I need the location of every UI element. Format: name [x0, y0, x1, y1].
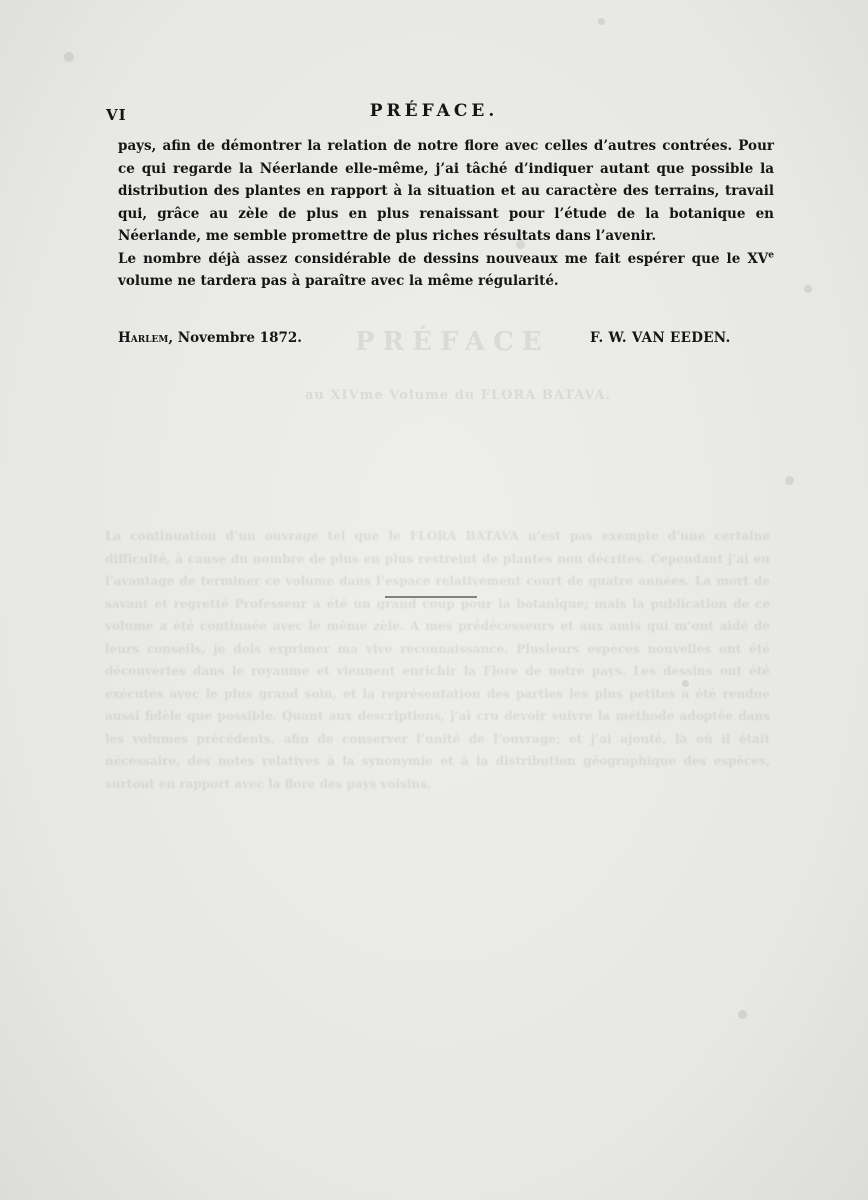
paper-spot: [804, 285, 812, 293]
bleed-through-rule: [385, 596, 477, 598]
paper-spot: [738, 1010, 747, 1019]
signature-author: F. W. VAN EEDEN.: [590, 330, 731, 346]
superscript: e: [768, 250, 774, 260]
signature-place-date: [118, 330, 302, 346]
paper-spot: [785, 476, 794, 485]
body-text: [118, 135, 774, 293]
running-title: PRÉFACE.: [369, 101, 499, 121]
signature-date: , Novembre 1872.: [168, 330, 302, 346]
bleed-through-title: PRÉFACE: [355, 327, 550, 357]
page-number: VI: [106, 106, 127, 124]
paragraph-1: pays, afin de démontrer la relation de notre flore avec celles d’autres contrées. Pour ce qui regarde la Néerlande elle-même, j’ai tâché d’indiquer autant que possible la distribution des plantes en rapport à la situation et au caractère des terrains, travail qui, grâce au zèle de plus en plus renaissant pour l’étude de la botanique en Néerlande, me semble promettre de plus riches résultats dans l’avenir.: [118, 138, 774, 244]
bleed-through-text: La continuation d’un ouvrage tel que le FLORA BATAVA n’est pas exempte d’une certaine difficulté, à cause du nombre de plus en plus restreint de plantes non décrites. Cependant j’ai eu l’avantage de terminer ce volume dans l’espace relativement court de quatre années. La mort de savant et regretté Professeur a été un grand coup pour la botanique; mais la publication de ce volume a été continuée avec le même zèle. A mes prédécesseurs et aux amis qui m’ont aidé de leurs conseils, je dois exprimer ma vive reconnaissance. Plusieurs espèces nouvelles ont été découvertes dans le royaume et viennent enrichir la Flore de notre pays. Les dessins ont été exécutés avec le plus grand soin, et la représentation des parties les plus petites a été rendue aussi fidèle que possible. Quant aux descriptions, j’ai cru devoir suivre la méthode adoptée dans les volumes précédents, afin de conserver l’unité de l’ouvrage; et j’ai ajouté, là où il était nécessaire, des notes relatives à la synonymie et à la distribution géographique des espèces, surtout en rapport avec la flore des pays voisins.: [105, 529, 770, 791]
paragraph-2-start: Le nombre déjà assez considérable de dessins nouveaux me fait espérer que le XV: [118, 250, 769, 267]
signature-place: Harlem: [118, 330, 169, 346]
paragraph-2-end: volume ne tardera pas à paraître avec la même régularité.: [118, 273, 559, 289]
paper-spot: [64, 52, 74, 62]
paper-spot: [682, 680, 689, 687]
paper-spot: [598, 18, 605, 25]
bleed-through-subtitle: au XIVme Volume du FLORA BATAVA.: [305, 388, 612, 403]
paragraph-2: [118, 248, 774, 293]
